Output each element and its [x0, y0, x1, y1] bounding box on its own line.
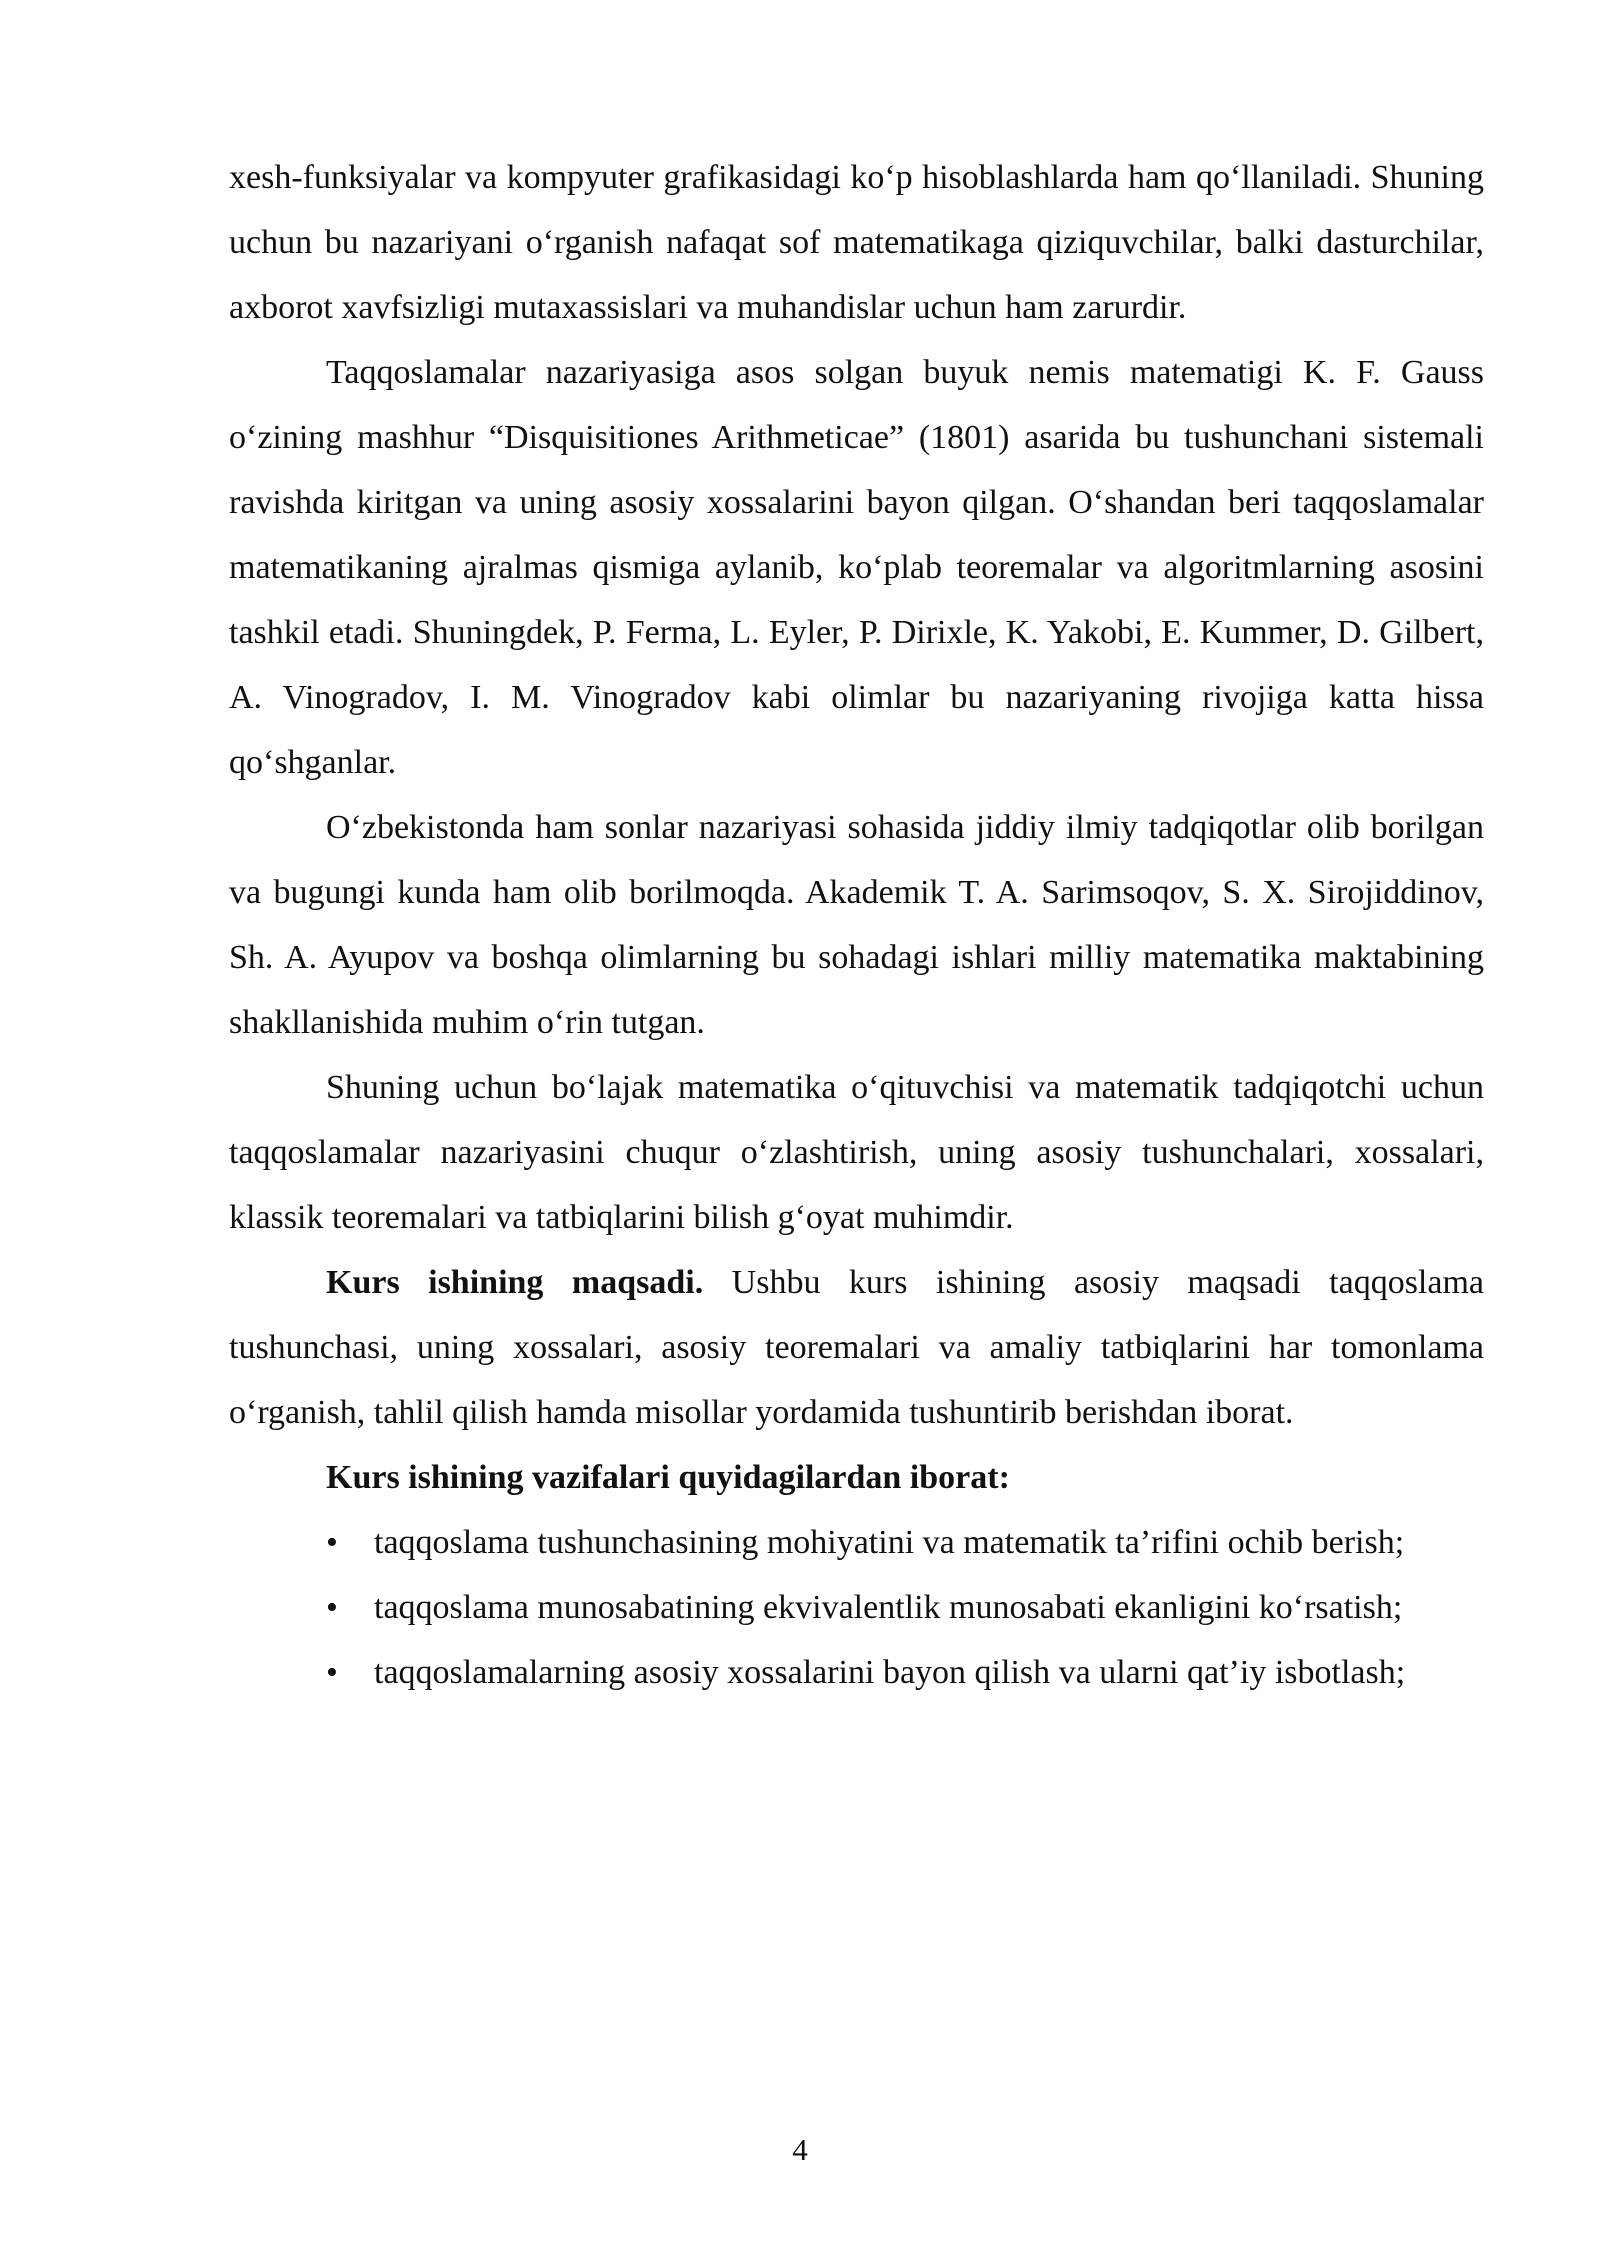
bullet-icon: •	[326, 1524, 338, 1561]
paragraph-gauss-history: Taqqoslamalar nazariyasiga asos solgan buyuk nemis matematigi K. F. Gauss o‘zining mashhur “Disquisitiones Arithmeticae” (1801) asarida bu tushunchani sistemali ravishda kiritgan va uning asosiy xossalarini bayon qilgan. O‘shandan beri taqqoslamalar matematikaning ajralmas qismiga aylanib, ko‘plab teoremalar va algoritmlarning asosini tashkil etadi. Shuningdek, P. Ferma, L. Eyler, P. Dirixle, K. Yakobi, E. Kummer, D. Gilbert, A. Vinogradov, I. M. Vinogradov kabi olimlar bu nazariyaning rivojiga katta hissa qo‘shganlar.	[229, 354, 1484, 781]
task-item	[229, 1640, 1484, 1705]
paragraph-uzbekistan-research: O‘zbekistonda ham sonlar nazariyasi sohasida jiddiy ilmiy tadqiqotlar olib borilgan va bugungi kunda ham olib borilmoqda. Akademik T. A. Sarimsoqov, S. X. Sirojiddinov, Sh. A. Ayupov va boshqa olimlarning bu sohadagi ishlari milliy matematika maktabining shakllanishida muhim o‘rin tutgan.	[229, 809, 1484, 1041]
task-text: taqqoslama tushunchasining mohiyatini va matematik ta’rifini ochib berish;	[374, 1524, 1405, 1561]
paragraph-course-goal	[229, 1250, 1484, 1445]
page-number: 4	[792, 2132, 808, 2167]
paragraph-importance: Shuning uchun bo‘lajak matematika o‘qituvchisi va matematik tadqiqotchi uchun taqqoslamalar nazariyasini chuqur o‘zlashtirish, uning asosiy tushunchalari, xossalari, klassik teoremalari va tatbiqlarini bilish g‘oyat muhimdir.	[229, 1069, 1484, 1236]
course-tasks-heading: Kurs ishining vazifalari quyidagilardan iborat:	[326, 1459, 1010, 1496]
bullet-icon: •	[326, 1589, 338, 1626]
task-text: taqqoslamalarning asosiy xossalarini bayon qilish va ularni qat’iy isbotlash;	[374, 1654, 1406, 1691]
task-text: taqqoslama munosabatining ekvivalentlik munosabati ekanligini ko‘rsatish;	[374, 1589, 1403, 1626]
course-goal-heading: Kurs ishining maqsadi.	[326, 1264, 704, 1301]
bullet-icon: •	[326, 1654, 338, 1691]
course-tasks-list	[229, 1510, 1484, 1705]
document-body	[229, 145, 1484, 1705]
task-item	[229, 1510, 1484, 1575]
task-item	[229, 1575, 1484, 1640]
course-goal-text: Ushbu kurs ishining asosiy maqsadi taqqoslama tushunchasi, uning xossalari, asosiy teoremalari va amaliy tatbiqlarini har tomonlama o‘rganish, tahlil qilish hamda misollar yordamida tushuntirib berishdan iborat.	[229, 1264, 1485, 1431]
paragraph-intro-continuation: xesh-funksiyalar va kompyuter grafikasidagi ko‘p hisoblashlarda ham qo‘llaniladi. Shuning uchun bu nazariyani o‘rganish nafaqat sof matematikaga qiziquvchilar, balki dasturchilar, axborot xavfsizligi mutaxassislari va muhandislar uchun ham zarurdir.	[229, 159, 1484, 326]
